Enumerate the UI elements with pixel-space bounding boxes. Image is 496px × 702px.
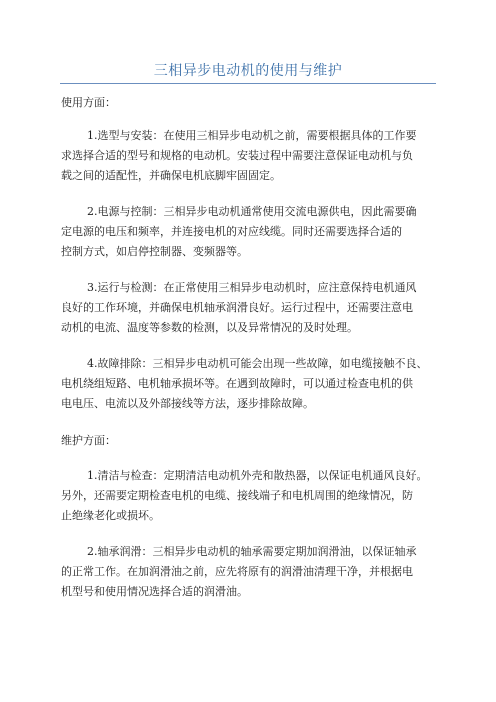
paragraph-line: 电电压、电流以及外部接线等方法，逐步排除故障。 — [61, 397, 314, 410]
paragraph-line: 控制方式，如启停控制器、变频器等。 — [61, 245, 248, 258]
paragraph-line: 1.选型与安装：在使用三相异步电动机之前，需要根据具体的工作要 — [87, 129, 417, 142]
paragraph-line: 定电源的电压和频率，并连接电机的对应线缆。同时还需要选择合适的 — [61, 225, 402, 238]
paragraph-line: 1.清洁与检查：定期清洁电动机外壳和散热器，以保证电机通风良好。 — [87, 469, 428, 482]
paragraph-line: 2.轴承润滑：三相异步电动机的轴承需要定期加润滑油，以保证轴承 — [87, 545, 417, 558]
paragraph-line: 载之间的适配性，并确保电机底脚牢固固定。 — [61, 169, 281, 182]
paragraph-line: 机型号和使用情况选择合适的润滑油。 — [61, 585, 248, 598]
paragraph-line: 良好的工作环境，并确保电机轴承润滑良好。运行过程中，还需要注意电 — [61, 301, 413, 314]
paragraph-usage-4 — [61, 354, 441, 414]
title-underline — [60, 83, 436, 84]
section-heading-usage: 使用方面： — [61, 96, 116, 109]
paragraph-line: 3.运行与检测：在正常使用三相异步电动机时，应注意保持电机通风 — [87, 281, 417, 294]
paragraph-line: 2.电源与控制：三相异步电动机通常使用交流电源供电，因此需要确 — [87, 205, 417, 218]
paragraph-usage-2 — [61, 202, 441, 262]
paragraph-line: 动机的电流、温度等参数的检测，以及异常情况的及时处理。 — [61, 321, 358, 334]
document-title: 三相异步电动机的使用与维护 — [153, 63, 343, 79]
paragraph-line: 止绝缘老化或损坏。 — [61, 509, 160, 522]
paragraph-line: 的正常工作。在加润滑油之前，应先将原有的润滑油清理干净，并根据电 — [61, 565, 413, 578]
paragraph-line: 电机绕组短路、电机轴承损坏等。在遇到故障时，可以通过检查电机的供 — [61, 377, 413, 390]
paragraph-usage-1 — [61, 126, 441, 186]
paragraph-maintenance-2 — [61, 542, 441, 602]
paragraph-line: 另外，还需要定期检查电机的电缆、接线端子和电机周围的绝缘情况，防 — [61, 489, 413, 502]
paragraph-line: 求选择合适的型号和规格的电动机。安装过程中需要注意保证电动机与负 — [61, 149, 413, 162]
paragraph-usage-3 — [61, 278, 441, 338]
paragraph-line: 4.故障排除：三相异步电动机可能会出现一些故障，如电缆接触不良、 — [87, 357, 428, 370]
section-heading-maintenance: 维护方面： — [61, 434, 116, 447]
paragraph-maintenance-1 — [61, 466, 441, 526]
